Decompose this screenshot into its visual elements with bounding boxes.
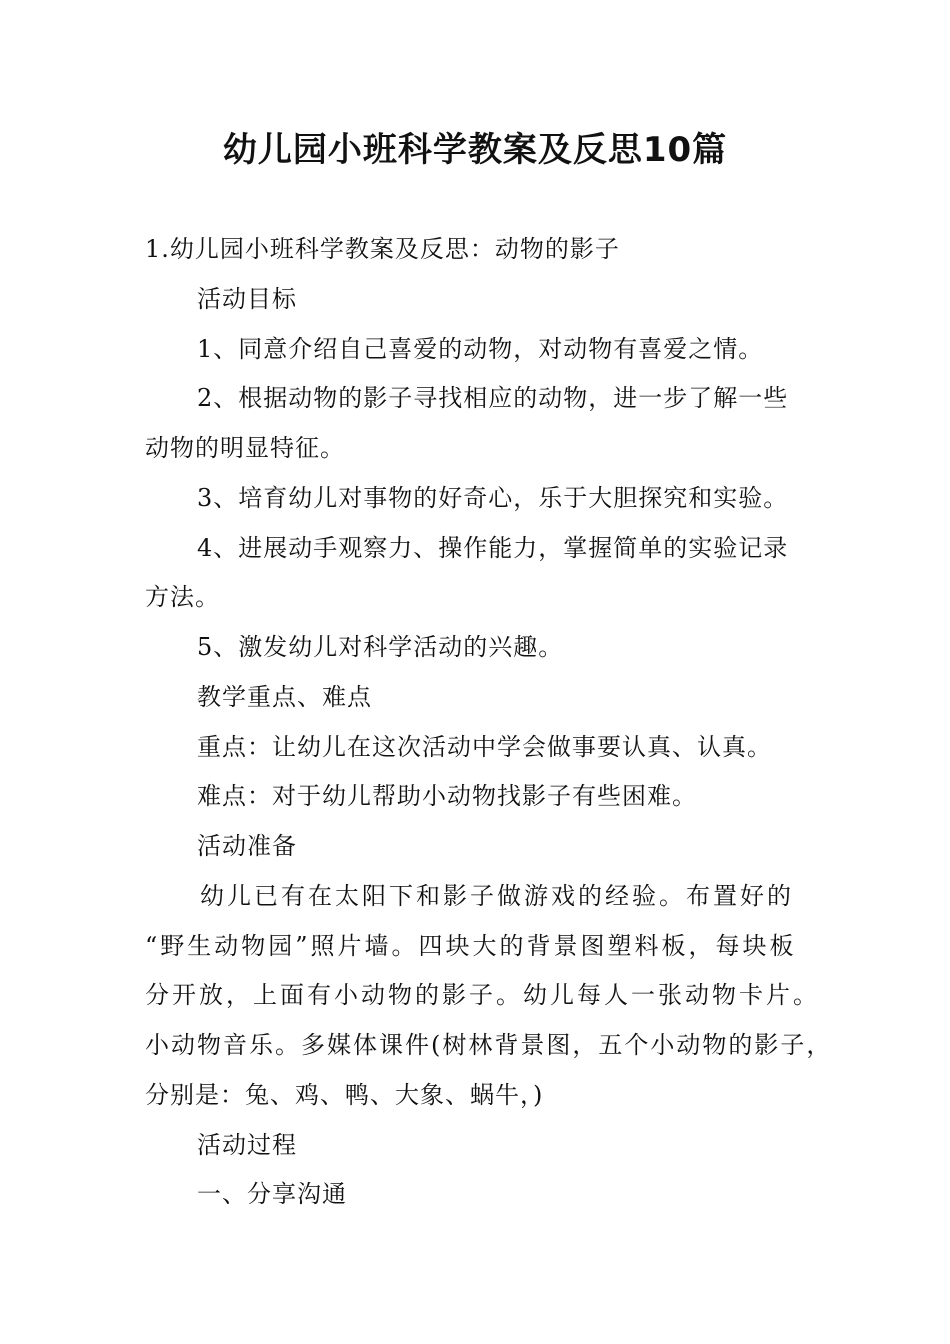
section-heading: 1.幼儿园小班科学教案及反思：动物的影子	[145, 235, 620, 263]
goal-item-2: 2、根据动物的影子寻找相应的动物，进一步了解一些	[197, 384, 789, 412]
goal-item-1: 1、同意介绍自己喜爱的动物，对动物有喜爱之情。	[197, 335, 764, 363]
subheading-preparation: 活动准备	[197, 832, 297, 860]
preparation-paragraph-line-2: “野生动物园”照片墙。四块大的背景图塑料板，每块板	[145, 932, 797, 960]
key-point-text: 重点：让幼儿在这次活动中学会做事要认真、认真。	[197, 733, 772, 761]
process-step-1: 一、分享沟通	[197, 1180, 347, 1208]
subheading-activity-process: 活动过程	[197, 1131, 297, 1159]
preparation-paragraph-line-1: 幼儿已有在太阳下和影子做游戏的经验。布置好的	[200, 882, 794, 910]
goal-item-5: 5、激发幼儿对科学活动的兴趣。	[197, 633, 564, 661]
preparation-paragraph-line-3: 分开放，上面有小动物的影子。幼儿每人一张动物卡片。	[145, 981, 820, 1009]
preparation-paragraph-line-4: 小动物音乐。多媒体课件(树林背景图，五个小动物的影子，	[145, 1031, 833, 1059]
goal-item-2-continued: 动物的明显特征。	[145, 434, 345, 462]
document-title: 幼儿园小班科学教案及反思10篇	[222, 130, 728, 170]
goal-item-4: 4、进展动手观察力、操作能力，掌握简单的实验记录	[197, 534, 789, 562]
subheading-activity-goals: 活动目标	[197, 285, 297, 313]
goal-item-3: 3、培育幼儿对事物的好奇心，乐于大胆探究和实验。	[197, 484, 789, 512]
difficulty-text: 难点：对于幼儿帮助小动物找影子有些困难。	[197, 782, 697, 810]
subheading-key-points: 教学重点、难点	[197, 683, 372, 711]
goal-item-4-continued: 方法。	[145, 583, 220, 611]
preparation-paragraph-line-5: 分别是：兔、鸡、鸭、大象、蜗牛，)	[145, 1081, 544, 1109]
